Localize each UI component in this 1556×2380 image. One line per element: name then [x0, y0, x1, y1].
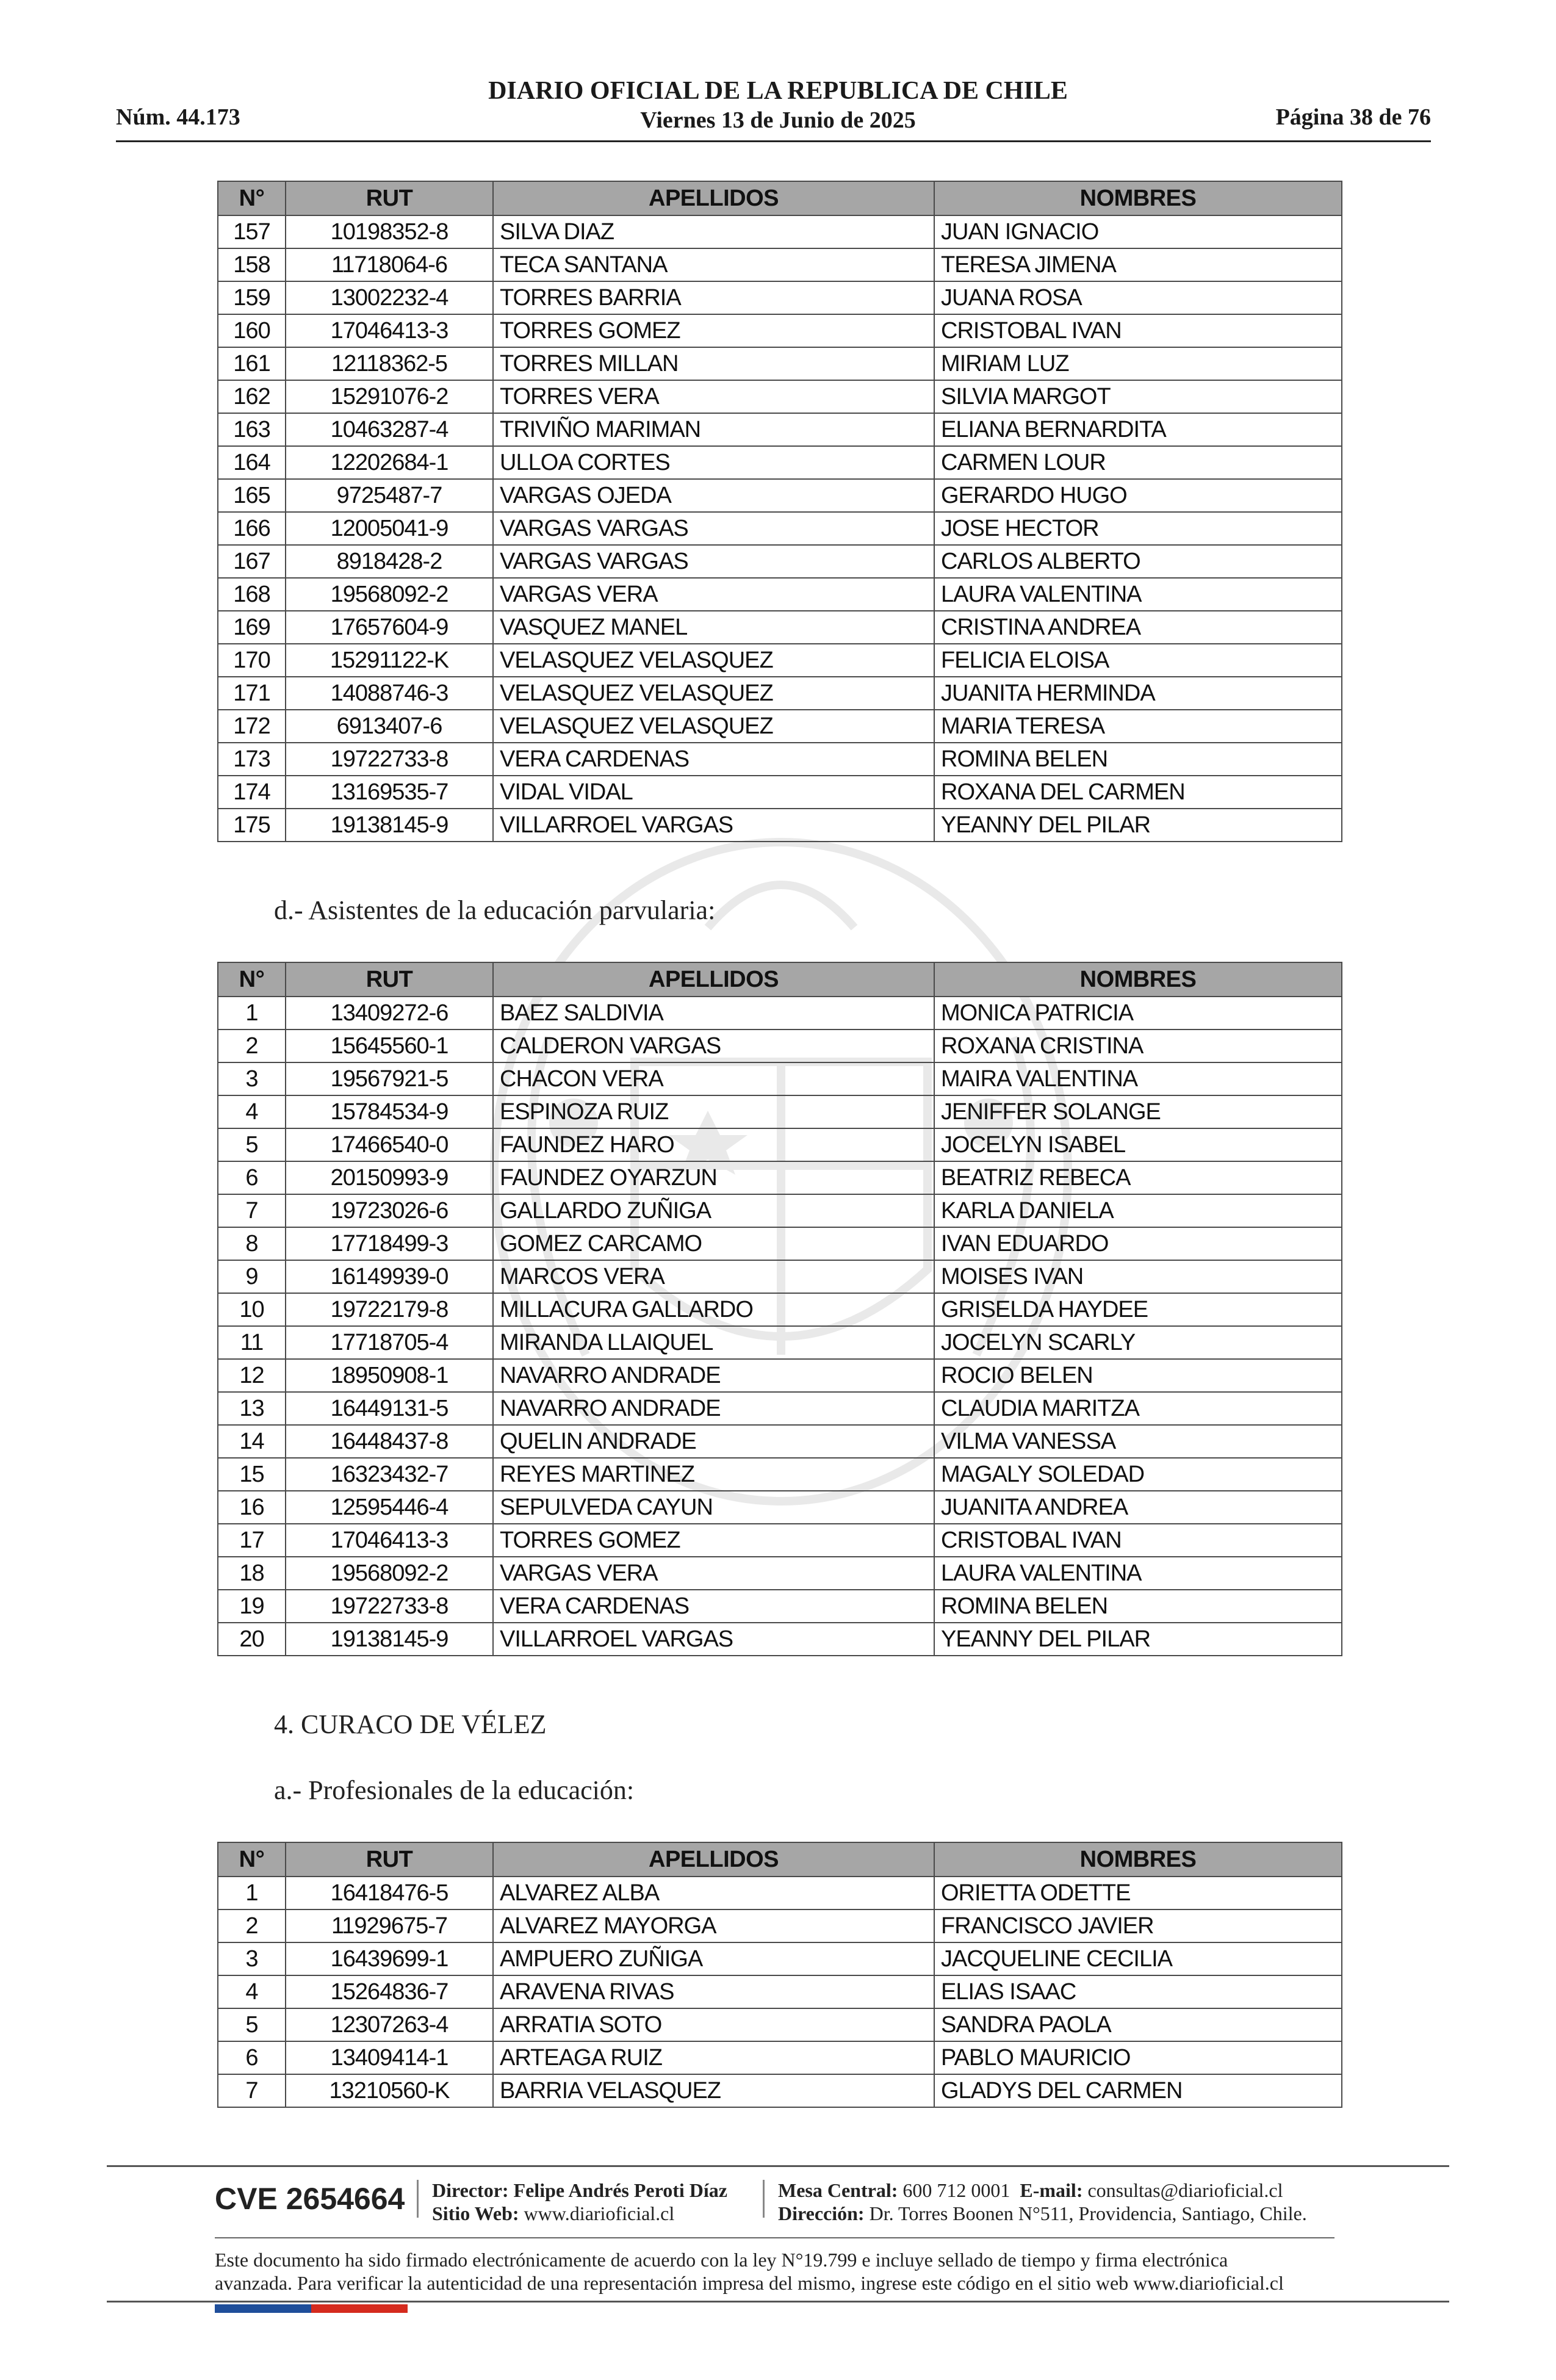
rut-cell: 17718499-3 — [286, 1227, 493, 1260]
apellidos-cell: VELASQUEZ VELASQUEZ — [493, 644, 934, 677]
table-row — [218, 1590, 1342, 1623]
apellidos-cell: ALVAREZ ALBA — [493, 1877, 934, 1909]
row-number: 14 — [218, 1425, 286, 1458]
row-number: 170 — [218, 644, 286, 677]
table-row — [218, 1491, 1342, 1524]
table-row — [218, 1128, 1342, 1161]
nombres-cell: JENIFFER SOLANGE — [934, 1095, 1342, 1128]
rut-cell: 15645560-1 — [286, 1030, 493, 1062]
rut-cell: 10198352-8 — [286, 215, 493, 248]
table-header-row — [218, 962, 1342, 997]
apellidos-cell: VARGAS VERA — [493, 578, 934, 611]
footer-bottom-divider — [107, 2301, 1449, 2302]
apellidos-cell: ARAVENA RIVAS — [493, 1975, 934, 2008]
table-row — [218, 2074, 1342, 2107]
apellidos-cell: VILLARROEL VARGAS — [493, 809, 934, 842]
nombres-cell: ROXANA DEL CARMEN — [934, 776, 1342, 809]
flag-stripe-blue — [215, 2304, 311, 2313]
table-row — [218, 248, 1342, 281]
row-number: 162 — [218, 380, 286, 413]
website-label: Sitio Web: — [432, 2202, 519, 2224]
nombres-cell: JOCELYN ISABEL — [934, 1128, 1342, 1161]
section-heading-profesionales: a.- Profesionales de la educación: — [274, 1775, 635, 1805]
table-row — [218, 1161, 1342, 1194]
rut-cell: 10463287-4 — [286, 413, 493, 446]
apellidos-cell: TORRES GOMEZ — [493, 314, 934, 347]
table-row — [218, 1942, 1342, 1975]
rut-cell: 16448437-8 — [286, 1425, 493, 1458]
nombres-cell: JACQUELINE CECILIA — [934, 1942, 1342, 1975]
table-row — [218, 677, 1342, 710]
table-row — [218, 1524, 1342, 1557]
nombres-cell: ROMINA BELEN — [934, 1590, 1342, 1623]
apellidos-cell: BAEZ SALDIVIA — [493, 997, 934, 1030]
col-header-nombres: NOMBRES — [934, 1842, 1342, 1877]
table-row — [218, 1095, 1342, 1128]
apellidos-cell: ALVAREZ MAYORGA — [493, 1909, 934, 1942]
mesa-label: Mesa Central: — [778, 2179, 898, 2201]
row-number: 13 — [218, 1392, 286, 1425]
row-number: 16 — [218, 1491, 286, 1524]
apellidos-cell: CHACON VERA — [493, 1062, 934, 1095]
nombres-cell: MOISES IVAN — [934, 1260, 1342, 1293]
roster-table-asistentes-parvularia — [217, 962, 1342, 1656]
nombres-cell: CRISTINA ANDREA — [934, 611, 1342, 644]
table-row — [218, 446, 1342, 479]
rut-cell: 16439699-1 — [286, 1942, 493, 1975]
table-row — [218, 1623, 1342, 1656]
nombres-cell: KARLA DANIELA — [934, 1194, 1342, 1227]
table-row — [218, 314, 1342, 347]
nombres-cell: LAURA VALENTINA — [934, 578, 1342, 611]
rut-cell: 17046413-3 — [286, 1524, 493, 1557]
table-row — [218, 1359, 1342, 1392]
nombres-cell: SANDRA PAOLA — [934, 2008, 1342, 2041]
nombres-cell: BEATRIZ REBECA — [934, 1161, 1342, 1194]
page-indicator: Página 38 de 76 — [1275, 104, 1431, 130]
table-row — [218, 1030, 1342, 1062]
nombres-cell: CARLOS ALBERTO — [934, 545, 1342, 578]
nombres-cell: JOSE HECTOR — [934, 512, 1342, 545]
rut-cell: 15291122-K — [286, 644, 493, 677]
apellidos-cell: VILLARROEL VARGAS — [493, 1623, 934, 1656]
table-row — [218, 2041, 1342, 2074]
section-heading-asistentes-parvularia: d.- Asistentes de la educación parvularia: — [274, 895, 716, 925]
row-number: 2 — [218, 1030, 286, 1062]
rut-cell: 19568092-2 — [286, 578, 493, 611]
table-header-row — [218, 1842, 1342, 1877]
row-number: 15 — [218, 1458, 286, 1491]
nombres-cell: SILVIA MARGOT — [934, 380, 1342, 413]
row-number: 1 — [218, 1877, 286, 1909]
table-row — [218, 1975, 1342, 2008]
apellidos-cell: FAUNDEZ OYARZUN — [493, 1161, 934, 1194]
footer-director-block — [432, 2179, 727, 2225]
apellidos-cell: AMPUERO ZUÑIGA — [493, 1942, 934, 1975]
rut-cell: 13210560-K — [286, 2074, 493, 2107]
director-label: Director: — [432, 2179, 509, 2201]
address-line — [778, 2202, 1307, 2225]
row-number: 11 — [218, 1326, 286, 1359]
rut-cell: 16323432-7 — [286, 1458, 493, 1491]
nombres-cell: JUAN IGNACIO — [934, 215, 1342, 248]
roster-table-continued — [217, 181, 1342, 842]
rut-cell: 14088746-3 — [286, 677, 493, 710]
table-row — [218, 1458, 1342, 1491]
row-number: 168 — [218, 578, 286, 611]
nombres-cell: MAIRA VALENTINA — [934, 1062, 1342, 1095]
nombres-cell: CLAUDIA MARITZA — [934, 1392, 1342, 1425]
apellidos-cell: NAVARRO ANDRADE — [493, 1392, 934, 1425]
table-row — [218, 611, 1342, 644]
row-number: 161 — [218, 347, 286, 380]
table-header-row — [218, 181, 1342, 215]
rut-cell: 16149939-0 — [286, 1260, 493, 1293]
row-number: 174 — [218, 776, 286, 809]
rut-cell: 17466540-0 — [286, 1128, 493, 1161]
roster-table-profesionales — [217, 1842, 1342, 2108]
apellidos-cell: TORRES BARRIA — [493, 281, 934, 314]
address-label: Dirección: — [778, 2202, 865, 2224]
nombres-cell: VILMA VANESSA — [934, 1425, 1342, 1458]
apellidos-cell: MARCOS VERA — [493, 1260, 934, 1293]
rut-cell: 19722733-8 — [286, 1590, 493, 1623]
legal-notice-line-2: avanzada. Para verificar la autenticidad de una representación impresa del mismo, ingrese este código en el sitio web www.diarioficial.cl — [215, 2272, 1284, 2294]
rut-cell: 13409414-1 — [286, 2041, 493, 2074]
row-number: 160 — [218, 314, 286, 347]
rut-cell: 12118362-5 — [286, 347, 493, 380]
nombres-cell: MARIA TERESA — [934, 710, 1342, 743]
nombres-cell: CRISTOBAL IVAN — [934, 1524, 1342, 1557]
table-row — [218, 578, 1342, 611]
rut-cell: 19722179-8 — [286, 1293, 493, 1326]
table-row — [218, 1326, 1342, 1359]
rut-cell: 11718064-6 — [286, 248, 493, 281]
publication-date: Viernes 13 de Junio de 2025 — [640, 107, 916, 133]
apellidos-cell: TORRES VERA — [493, 380, 934, 413]
nombres-cell: FELICIA ELOISA — [934, 644, 1342, 677]
apellidos-cell: CALDERON VARGAS — [493, 1030, 934, 1062]
contact-line — [778, 2179, 1307, 2202]
apellidos-cell: VASQUEZ MANEL — [493, 611, 934, 644]
row-number: 4 — [218, 1975, 286, 2008]
table-row — [218, 1877, 1342, 1909]
row-number: 20 — [218, 1623, 286, 1656]
rut-cell: 12595446-4 — [286, 1491, 493, 1524]
col-header-rut: RUT — [286, 962, 493, 997]
table-row — [218, 1425, 1342, 1458]
apellidos-cell: SILVA DIAZ — [493, 215, 934, 248]
footer-separator — [417, 2180, 419, 2218]
nombres-cell: ELIANA BERNARDITA — [934, 413, 1342, 446]
apellidos-cell: TORRES GOMEZ — [493, 1524, 934, 1557]
col-header-apellidos: APELLIDOS — [493, 1842, 934, 1877]
nombres-cell: ORIETTA ODETTE — [934, 1877, 1342, 1909]
apellidos-cell: VARGAS VARGAS — [493, 545, 934, 578]
row-number: 9 — [218, 1260, 286, 1293]
table-row — [218, 1392, 1342, 1425]
legal-notice — [215, 2248, 1356, 2295]
table-row — [218, 2008, 1342, 2041]
footer-divider — [107, 2165, 1449, 2167]
table-row — [218, 281, 1342, 314]
nombres-cell: MIRIAM LUZ — [934, 347, 1342, 380]
website-link[interactable]: www.diarioficial.cl — [524, 2202, 675, 2224]
col-header-apellidos: APELLIDOS — [493, 962, 934, 997]
section-heading-curaco-de-velez: 4. CURACO DE VÉLEZ — [274, 1709, 547, 1739]
row-number: 166 — [218, 512, 286, 545]
apellidos-cell: VERA CARDENAS — [493, 1590, 934, 1623]
apellidos-cell: REYES MARTINEZ — [493, 1458, 934, 1491]
rut-cell: 17718705-4 — [286, 1326, 493, 1359]
row-number: 3 — [218, 1062, 286, 1095]
website-line — [432, 2202, 727, 2225]
row-number: 6 — [218, 2041, 286, 2074]
table-row — [218, 1062, 1342, 1095]
apellidos-cell: MIRANDA LLAIQUEL — [493, 1326, 934, 1359]
table-row — [218, 413, 1342, 446]
row-number: 10 — [218, 1293, 286, 1326]
email-label: E-mail: — [1020, 2179, 1083, 2201]
table-row — [218, 776, 1342, 809]
rut-cell: 19723026-6 — [286, 1194, 493, 1227]
table-row — [218, 1557, 1342, 1590]
apellidos-cell: GOMEZ CARCAMO — [493, 1227, 934, 1260]
rut-cell: 17657604-9 — [286, 611, 493, 644]
col-header-apellidos: APELLIDOS — [493, 181, 934, 215]
apellidos-cell: ARTEAGA RUIZ — [493, 2041, 934, 2074]
row-number: 169 — [218, 611, 286, 644]
apellidos-cell: VARGAS OJEDA — [493, 479, 934, 512]
table-row — [218, 1260, 1342, 1293]
table-row — [218, 809, 1342, 842]
nombres-cell: ELIAS ISAAC — [934, 1975, 1342, 2008]
rut-cell: 11929675-7 — [286, 1909, 493, 1942]
rut-cell: 16418476-5 — [286, 1877, 493, 1909]
apellidos-cell: VELASQUEZ VELASQUEZ — [493, 677, 934, 710]
email-link[interactable]: consultas@diarioficial.cl — [1087, 2179, 1283, 2201]
row-number: 158 — [218, 248, 286, 281]
table-row — [218, 512, 1342, 545]
apellidos-cell: VELASQUEZ VELASQUEZ — [493, 710, 934, 743]
row-number: 2 — [218, 1909, 286, 1942]
footer-contact-block — [778, 2179, 1307, 2225]
apellidos-cell: FAUNDEZ HARO — [493, 1128, 934, 1161]
rut-cell: 19567921-5 — [286, 1062, 493, 1095]
row-number: 3 — [218, 1942, 286, 1975]
publication-title: DIARIO OFICIAL DE LA REPUBLICA DE CHILE — [488, 77, 1068, 105]
row-number: 1 — [218, 997, 286, 1030]
table-row — [218, 1194, 1342, 1227]
row-number: 175 — [218, 809, 286, 842]
table-row — [218, 1293, 1342, 1326]
mesa-phone: 600 712 0001 — [902, 2179, 1010, 2201]
row-number: 7 — [218, 2074, 286, 2107]
col-header-rut: RUT — [286, 1842, 493, 1877]
table-row — [218, 997, 1342, 1030]
director-name: Felipe Andrés Peroti Díaz — [513, 2179, 727, 2201]
rut-cell: 13002232-4 — [286, 281, 493, 314]
nombres-cell: FRANCISCO JAVIER — [934, 1909, 1342, 1942]
row-number: 12 — [218, 1359, 286, 1392]
row-number: 8 — [218, 1227, 286, 1260]
rut-cell: 19138145-9 — [286, 1623, 493, 1656]
rut-cell: 17046413-3 — [286, 314, 493, 347]
col-header-nombres: NOMBRES — [934, 962, 1342, 997]
nombres-cell: ROMINA BELEN — [934, 743, 1342, 776]
row-number: 18 — [218, 1557, 286, 1590]
nombres-cell: CRISTOBAL IVAN — [934, 314, 1342, 347]
director-line — [432, 2179, 727, 2202]
rut-cell: 15264836-7 — [286, 1975, 493, 2008]
row-number: 171 — [218, 677, 286, 710]
nombres-cell: YEANNY DEL PILAR — [934, 1623, 1342, 1656]
flag-stripe-red — [311, 2304, 408, 2313]
apellidos-cell: VARGAS VERA — [493, 1557, 934, 1590]
apellidos-cell: SEPULVEDA CAYUN — [493, 1491, 934, 1524]
nombres-cell: JUANA ROSA — [934, 281, 1342, 314]
rut-cell: 18950908-1 — [286, 1359, 493, 1392]
col-header-rut: RUT — [286, 181, 493, 215]
rut-cell: 9725487-7 — [286, 479, 493, 512]
table-row — [218, 644, 1342, 677]
nombres-cell: JOCELYN SCARLY — [934, 1326, 1342, 1359]
nombres-cell: JUANITA HERMINDA — [934, 677, 1342, 710]
rut-cell: 20150993-9 — [286, 1161, 493, 1194]
row-number: 17 — [218, 1524, 286, 1557]
nombres-cell: CARMEN LOUR — [934, 446, 1342, 479]
rut-cell: 12005041-9 — [286, 512, 493, 545]
row-number: 164 — [218, 446, 286, 479]
table-row — [218, 710, 1342, 743]
row-number: 172 — [218, 710, 286, 743]
rut-cell: 13409272-6 — [286, 997, 493, 1030]
row-number: 5 — [218, 1128, 286, 1161]
nombres-cell: GERARDO HUGO — [934, 479, 1342, 512]
nombres-cell: ROXANA CRISTINA — [934, 1030, 1342, 1062]
apellidos-cell: TRIVIÑO MARIMAN — [493, 413, 934, 446]
row-number: 7 — [218, 1194, 286, 1227]
apellidos-cell: ARRATIA SOTO — [493, 2008, 934, 2041]
row-number: 173 — [218, 743, 286, 776]
row-number: 165 — [218, 479, 286, 512]
rut-cell: 6913407-6 — [286, 710, 493, 743]
row-number: 19 — [218, 1590, 286, 1623]
nombres-cell: IVAN EDUARDO — [934, 1227, 1342, 1260]
col-header-nombres: NOMBRES — [934, 181, 1342, 215]
footer-inner-divider — [215, 2237, 1334, 2238]
nombres-cell: YEANNY DEL PILAR — [934, 809, 1342, 842]
rut-cell: 19722733-8 — [286, 743, 493, 776]
apellidos-cell: TORRES MILLAN — [493, 347, 934, 380]
apellidos-cell: NAVARRO ANDRADE — [493, 1359, 934, 1392]
rut-cell: 12202684-1 — [286, 446, 493, 479]
address-text: Dr. Torres Boonen N°511, Providencia, Santiago, Chile. — [869, 2202, 1307, 2224]
cve-code: CVE 2654664 — [215, 2182, 405, 2216]
table-row — [218, 215, 1342, 248]
apellidos-cell: VIDAL VIDAL — [493, 776, 934, 809]
rut-cell: 15291076-2 — [286, 380, 493, 413]
table-row — [218, 380, 1342, 413]
apellidos-cell: ESPINOZA RUIZ — [493, 1095, 934, 1128]
apellidos-cell: TECA SANTANA — [493, 248, 934, 281]
rut-cell: 15784534-9 — [286, 1095, 493, 1128]
issue-number: Núm. 44.173 — [116, 104, 240, 130]
rut-cell: 19568092-2 — [286, 1557, 493, 1590]
row-number: 167 — [218, 545, 286, 578]
legal-notice-line-1: Este documento ha sido firmado electrónicamente de acuerdo con la ley N°19.799 e incluye sellado de tiempo y firma electrónica — [215, 2249, 1228, 2271]
rut-cell: 8918428-2 — [286, 545, 493, 578]
table-row — [218, 479, 1342, 512]
table-row — [218, 347, 1342, 380]
apellidos-cell: MILLACURA GALLARDO — [493, 1293, 934, 1326]
rut-cell: 12307263-4 — [286, 2008, 493, 2041]
table-row — [218, 545, 1342, 578]
col-header-number: N° — [218, 1842, 286, 1877]
nombres-cell: MONICA PATRICIA — [934, 997, 1342, 1030]
row-number: 157 — [218, 215, 286, 248]
nombres-cell: MAGALY SOLEDAD — [934, 1458, 1342, 1491]
row-number: 159 — [218, 281, 286, 314]
row-number: 163 — [218, 413, 286, 446]
rut-cell: 16449131-5 — [286, 1392, 493, 1425]
header-divider — [116, 140, 1431, 142]
nombres-cell: PABLO MAURICIO — [934, 2041, 1342, 2074]
rut-cell: 19138145-9 — [286, 809, 493, 842]
table-row — [218, 1909, 1342, 1942]
nombres-cell: TERESA JIMENA — [934, 248, 1342, 281]
nombres-cell: GLADYS DEL CARMEN — [934, 2074, 1342, 2107]
row-number: 5 — [218, 2008, 286, 2041]
apellidos-cell: QUELIN ANDRADE — [493, 1425, 934, 1458]
nombres-cell: LAURA VALENTINA — [934, 1557, 1342, 1590]
col-header-number: N° — [218, 181, 286, 215]
nombres-cell: ROCIO BELEN — [934, 1359, 1342, 1392]
apellidos-cell: VERA CARDENAS — [493, 743, 934, 776]
nombres-cell: JUANITA ANDREA — [934, 1491, 1342, 1524]
table-row — [218, 1227, 1342, 1260]
apellidos-cell: ULLOA CORTES — [493, 446, 934, 479]
apellidos-cell: GALLARDO ZUÑIGA — [493, 1194, 934, 1227]
nombres-cell: GRISELDA HAYDEE — [934, 1293, 1342, 1326]
table-row — [218, 743, 1342, 776]
rut-cell: 13169535-7 — [286, 776, 493, 809]
footer-separator — [763, 2180, 765, 2218]
row-number: 6 — [218, 1161, 286, 1194]
row-number: 4 — [218, 1095, 286, 1128]
apellidos-cell: BARRIA VELASQUEZ — [493, 2074, 934, 2107]
col-header-number: N° — [218, 962, 286, 997]
apellidos-cell: VARGAS VARGAS — [493, 512, 934, 545]
